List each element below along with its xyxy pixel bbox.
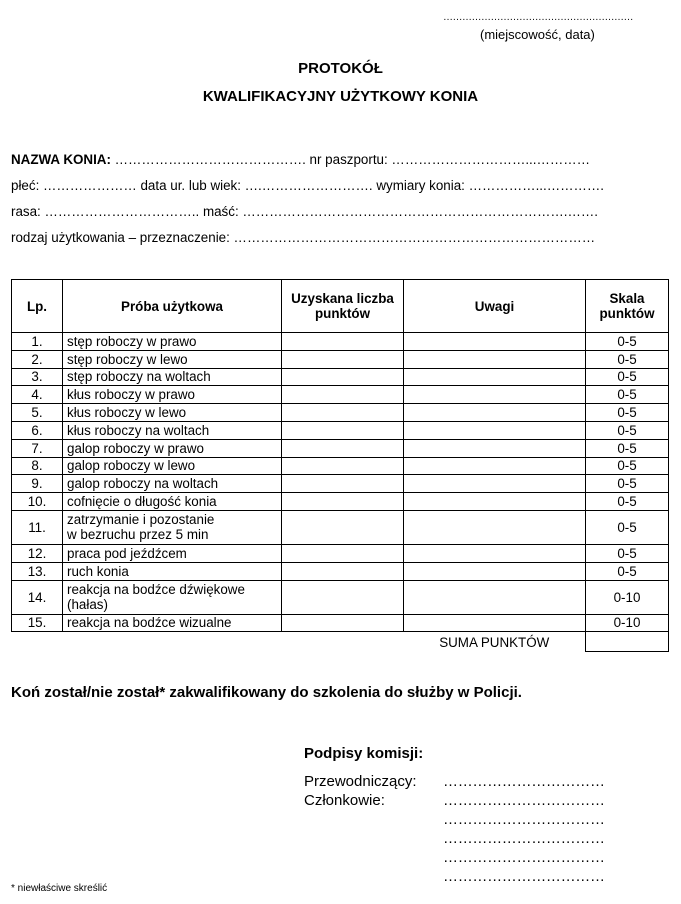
row-points-cell[interactable] [282,439,404,457]
row-points-cell[interactable] [282,333,404,351]
row-notes-cell[interactable] [404,404,586,422]
document-subtitle: KWALIFIKACYJNY UŻYTKOWY KONIA [202,88,479,105]
row-scale: 0-5 [586,421,669,439]
table-row [12,614,669,632]
row-points-cell[interactable] [282,368,404,386]
members-label: Członkowie: [304,792,385,809]
horse-name-field: ……………………………………. nr paszportu: …………………………...………… [110,152,591,167]
row-notes-cell[interactable] [404,614,586,632]
row-scale: 0-5 [586,457,669,475]
row-scale: 0-10 [586,580,669,614]
row-lp: 13. [12,562,63,580]
sum-row [12,632,669,652]
table-row [12,544,669,562]
footnote: * niewłaściwe skreślić [11,883,108,894]
row-points-cell[interactable] [282,386,404,404]
member-signature-line[interactable]: …………………………… [443,830,605,847]
table-row [12,386,669,404]
row-points-cell[interactable] [282,580,404,614]
row-trial: stęp roboczy w prawo [63,333,282,351]
row-trial: galop roboczy w lewo [63,457,282,475]
row-notes-cell[interactable] [404,580,586,614]
row-scale: 0-5 [586,439,669,457]
row-notes-cell[interactable] [404,350,586,368]
row-trial: galop roboczy w prawo [63,439,282,457]
row-scale: 0-10 [586,614,669,632]
row-notes-cell[interactable] [404,368,586,386]
row-lp: 8. [12,457,63,475]
table-row [12,439,669,457]
row-lp: 5. [12,404,63,422]
row-lp: 15. [12,614,63,632]
row-lp: 11. [12,510,63,544]
row-points-cell[interactable] [282,350,404,368]
row-points-cell[interactable] [282,493,404,511]
row-notes-cell[interactable] [404,544,586,562]
row-notes-cell[interactable] [404,510,586,544]
trials-table [11,279,669,652]
row-points-cell[interactable] [282,562,404,580]
row-trial: kłus roboczy w prawo [63,386,282,404]
header-lp: Lp. [12,280,63,333]
sum-spacer [63,632,282,652]
row-scale: 0-5 [586,562,669,580]
row-trial: kłus roboczy w lewo [63,404,282,422]
row-trial-line: (hałas) [67,597,108,613]
row-trial: reakcja na bodźce wizualne [63,614,282,632]
header-notes: Uwagi [404,280,586,333]
table-row [12,493,669,511]
row-trial [63,580,282,614]
row-trial: ruch konia [63,562,282,580]
row-scale: 0-5 [586,510,669,544]
table-row [12,421,669,439]
row-scale: 0-5 [586,475,669,493]
row-points-cell[interactable] [282,510,404,544]
table-row [12,510,669,544]
row-notes-cell[interactable] [404,562,586,580]
table-row [12,350,669,368]
row-lp: 10. [12,493,63,511]
document-title: PROTOKÓŁ [298,60,383,77]
signatures-heading: Podpisy komisji: [304,745,424,762]
member-signature-line[interactable]: …………………………… [443,849,605,866]
chair-signature-line[interactable]: …………………………… [443,773,605,790]
table-row [12,404,669,422]
row-lp: 7. [12,439,63,457]
row-scale: 0-5 [586,404,669,422]
row-points-cell[interactable] [282,421,404,439]
table-header-row [12,280,669,333]
row-trial-line: zatrzymanie i pozostanie [67,512,215,528]
row-trial: kłus roboczy na woltach [63,421,282,439]
place-date-label: (miejscowość, data) [480,27,595,42]
row-trial: stęp roboczy w lewo [63,350,282,368]
row-trial: praca pod jeźdźcem [63,544,282,562]
row-scale: 0-5 [586,333,669,351]
row-notes-cell[interactable] [404,493,586,511]
row-notes-cell[interactable] [404,386,586,404]
row-points-cell[interactable] [282,475,404,493]
usage-purpose-line: rodzaj użytkowania – przeznaczenie: ……………………………………………………………………… [11,230,596,245]
row-lp: 2. [12,350,63,368]
sex-age-dimensions-line: płeć: ………………… data ur. lub wiek: ….……………………. wymiary konia: ……………...…………. [11,178,605,193]
row-trial: galop roboczy na woltach [63,475,282,493]
row-trial: cofnięcie o długość konia [63,493,282,511]
sum-spacer [282,632,404,652]
chair-label: Przewodniczący: [304,773,417,790]
row-lp: 3. [12,368,63,386]
row-lp: 12. [12,544,63,562]
member-signature-line[interactable]: …………………………… [443,868,605,885]
row-notes-cell[interactable] [404,333,586,351]
row-scale: 0-5 [586,544,669,562]
table-row [12,475,669,493]
sum-points-box[interactable] [586,632,669,652]
row-notes-cell[interactable] [404,421,586,439]
table-row [12,333,669,351]
row-notes-cell[interactable] [404,475,586,493]
horse-name-line [11,152,590,167]
breed-color-line: rasa: …………………………….. maść: ……………………………………………………………….……. [11,204,598,219]
row-points-cell[interactable] [282,457,404,475]
table-row [12,368,669,386]
header-scale: Skala punktów [586,280,669,333]
row-notes-cell[interactable] [404,439,586,457]
row-scale: 0-5 [586,386,669,404]
row-scale: 0-5 [586,493,669,511]
table-row [12,562,669,580]
row-points-cell[interactable] [282,614,404,632]
row-scale: 0-5 [586,350,669,368]
table-row [12,457,669,475]
header-trial: Próba użytkowa [63,280,282,333]
row-points-cell[interactable] [282,404,404,422]
table-row [12,580,669,614]
sum-label: SUMA PUNKTÓW [439,634,550,650]
member-signature-line[interactable]: …………………………… [443,792,605,809]
header-points: Uzyskana liczba punktów [282,280,404,333]
row-lp: 9. [12,475,63,493]
row-trial-line: w bezruchu przez 5 min [67,527,209,543]
member-signature-line[interactable]: …………………………… [443,811,605,828]
row-lp: 1. [12,333,63,351]
row-points-cell[interactable] [282,544,404,562]
row-notes-cell[interactable] [404,457,586,475]
row-scale: 0-5 [586,368,669,386]
row-lp: 4. [12,386,63,404]
sum-spacer [12,632,63,652]
row-trial [63,510,282,544]
place-date-dots: …………………………………………………… [443,12,633,23]
qualification-statement: Koń został/nie został* zakwalifikowany do szkolenia do służby w Policji. [11,684,522,701]
row-trial: stęp roboczy na woltach [63,368,282,386]
row-lp: 6. [12,421,63,439]
row-trial-line: reakcja na bodźce dźwiękowe [67,582,245,598]
horse-name-label: NAZWA KONIA: [11,152,111,167]
row-lp: 14. [12,580,63,614]
